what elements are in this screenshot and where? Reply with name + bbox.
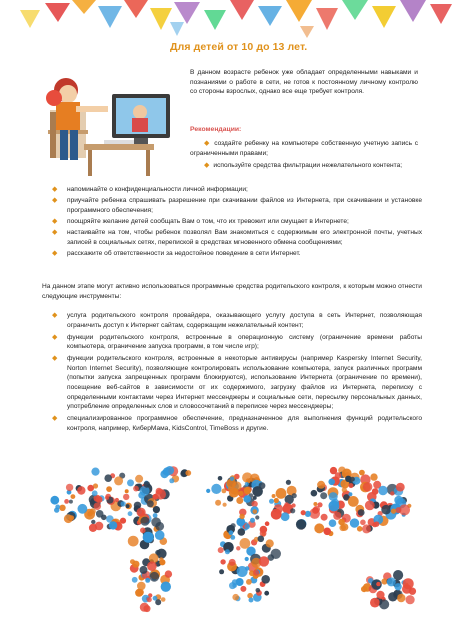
social-icon	[159, 557, 163, 561]
social-icon	[350, 518, 359, 527]
social-icon	[253, 509, 258, 514]
social-icon	[144, 481, 151, 488]
social-icon	[206, 489, 210, 493]
social-icon	[266, 539, 274, 547]
social-icon	[138, 589, 144, 595]
social-icon	[301, 510, 306, 515]
social-icon	[394, 583, 401, 590]
social-icon	[399, 504, 410, 515]
page-title: Для детей от 10 до 13 лет.	[170, 41, 308, 53]
social-icon	[123, 494, 129, 500]
social-icon	[290, 508, 295, 513]
social-icon	[255, 515, 259, 519]
list-item: ◆ используйте средства фильтрации нежелательного контента;	[204, 162, 403, 170]
social-icon	[321, 514, 328, 521]
social-icon	[77, 486, 85, 494]
social-icon	[218, 476, 223, 481]
social-icon	[132, 577, 138, 583]
social-icon	[220, 559, 225, 564]
social-icon	[218, 547, 224, 553]
social-icon	[274, 498, 279, 503]
social-icon	[237, 566, 248, 577]
social-icon	[232, 594, 239, 601]
social-icon	[211, 484, 221, 494]
social-icon	[128, 511, 133, 516]
social-icon	[91, 468, 99, 476]
social-icon	[388, 592, 397, 601]
social-icon	[185, 470, 191, 476]
social-icon	[87, 485, 94, 492]
social-icon	[265, 521, 270, 526]
social-icon	[374, 521, 379, 526]
social-icon	[376, 591, 384, 599]
social-icon	[381, 505, 391, 515]
list-item: ◆ настаивайте на том, чтобы ребенок позволял Вам знакомиться с содержимым его электронной почты, учетных записей в социальных сетях, перепиской в средствах мгновенного обмена сообщениями;	[52, 229, 422, 246]
social-icon	[149, 572, 159, 582]
social-icon	[292, 493, 297, 498]
social-icon	[370, 473, 377, 480]
social-icon	[215, 500, 221, 506]
diamond-bullet-icon: ◆	[52, 186, 58, 193]
social-icon	[165, 466, 174, 475]
social-icon	[338, 519, 345, 526]
social-icon	[106, 486, 112, 492]
social-icon	[153, 506, 160, 513]
recommendations-indented	[190, 139, 418, 174]
social-icon	[362, 524, 371, 533]
social-icon	[333, 512, 341, 520]
social-icon	[276, 488, 287, 499]
social-icon	[253, 496, 257, 500]
social-icon	[153, 513, 158, 518]
social-icon	[394, 496, 403, 505]
social-icon	[305, 511, 311, 517]
social-icon	[397, 594, 406, 603]
social-icon	[406, 595, 415, 604]
social-icon	[78, 504, 88, 514]
social-icon	[393, 570, 403, 580]
social-icon	[320, 492, 327, 499]
social-icon	[240, 586, 246, 592]
social-icon	[161, 597, 166, 602]
social-icon	[243, 495, 251, 503]
list-item: ◆ напоминайте о конфиденциальности личной информации;	[52, 186, 248, 193]
social-icon	[151, 517, 161, 527]
social-icon	[126, 504, 130, 508]
social-icon	[348, 492, 352, 496]
social-icon	[258, 536, 265, 543]
social-icon	[152, 494, 158, 500]
social-icon	[245, 557, 249, 561]
social-icon	[144, 605, 151, 612]
social-icon	[147, 500, 154, 507]
social-icon	[244, 487, 251, 494]
social-icon	[91, 520, 95, 524]
social-icon	[96, 510, 104, 518]
social-icon	[281, 512, 290, 521]
social-icon	[127, 479, 134, 486]
social-icon	[69, 500, 73, 504]
diamond-bullet-icon: ◆	[52, 197, 58, 205]
diamond-bullet-icon: ◆	[204, 162, 210, 170]
social-icon	[233, 490, 238, 495]
social-icon	[253, 570, 259, 576]
diamond-bullet-icon: ◆	[52, 249, 58, 257]
social-icon	[309, 508, 320, 519]
social-icon	[109, 521, 117, 529]
social-icon	[246, 579, 252, 585]
social-icon	[296, 519, 306, 529]
diamond-bullet-icon: ◆	[52, 229, 58, 237]
social-icon	[236, 497, 243, 504]
social-icon	[370, 598, 380, 608]
social-icon	[135, 475, 143, 483]
social-icon	[323, 528, 331, 536]
social-icon	[155, 530, 165, 540]
social-icon	[264, 591, 269, 596]
social-icon	[244, 524, 250, 530]
tools-list	[52, 311, 422, 436]
social-icon	[137, 582, 146, 591]
list-item: ◆ расскажите об ответственности за недостойное поведение в сети Интернет.	[52, 249, 301, 257]
list-item: ◆ услуга родительского контроля провайдера, оказывающего услугу доступа в сеть Интернет, позволяющая ограничить доступ к Интернет сайтам, содержащим нежелательный контент;	[52, 312, 422, 329]
social-icon	[236, 546, 240, 550]
social-icon	[169, 478, 174, 483]
intro-paragraph: В данном возрасте ребенок уже обладает определенными навыками и познаниями о работе в сети, не готов к постоянному личному контролю со стороны взрослых, однако все еще требует контроля.	[190, 69, 418, 96]
child-at-computer-illustration	[28, 60, 188, 178]
social-icon	[137, 508, 146, 517]
social-icon	[335, 472, 342, 479]
social-icon	[140, 566, 148, 574]
social-icon	[240, 538, 251, 549]
social-icon	[147, 597, 152, 602]
social-icon	[140, 528, 146, 534]
social-icon	[225, 549, 230, 554]
social-icon	[59, 505, 65, 511]
social-icon	[219, 569, 224, 574]
social-icon	[269, 499, 274, 504]
social-icon	[71, 494, 76, 499]
social-icon	[292, 503, 296, 507]
list-item: ◆ функции родительского контроля, встроенные в операционную систему (ограничение времени работы компьютера, ограничение запуска программ, в том числе игр);	[52, 333, 422, 351]
social-icon	[50, 496, 59, 505]
recommendations-heading: Рекомендации:	[190, 126, 242, 133]
social-icon	[230, 535, 235, 540]
list-item: ◆ функции родительского контроля, встроенные в некоторые антивирусы (например Kaspersky Internet Security, Norton Internet Security), позволяющие контролировать использование компьютера, запуск различных программ (попытки запуска запрещенных программ блокируются), использование Интернета (ограничение по времени), посещение веб-сайтов в зависимости от их содержимого, загрузку файлов из Интернета, переписку с определенными контактами через Интернет мессенджеры и социальные сети, пересылку персональных данных, употребление определенных слов и словосочетаний в переписке через мессенджеры;	[52, 355, 422, 411]
social-icon	[238, 528, 246, 536]
social-icon	[348, 496, 359, 507]
social-icon	[92, 490, 98, 496]
social-icon	[359, 470, 365, 476]
social-icon	[403, 578, 414, 589]
social-icon	[115, 498, 119, 502]
social-icon	[372, 488, 379, 495]
social-icon	[230, 477, 234, 481]
social-icon	[259, 556, 269, 566]
social-icon	[349, 483, 354, 488]
list-item: ◆ создайте ребенку на компьютере собственную учетную запись с ограниченными правами;	[190, 140, 418, 157]
social-icon	[245, 482, 249, 486]
social-icon	[329, 492, 338, 501]
social-icon	[317, 502, 322, 507]
social-icon	[358, 509, 365, 516]
social-icon	[357, 526, 363, 532]
diamond-bullet-icon: ◆	[52, 333, 58, 341]
social-icon	[365, 501, 375, 511]
diamond-bullet-icon: ◆	[52, 415, 58, 423]
social-icon	[161, 582, 171, 592]
social-icon	[132, 561, 139, 568]
tools-intro-paragraph: На данном этапе могут активно использоваться программные средства родительского контроля, к которым можно отнести следующие инструменты:	[42, 283, 422, 300]
social-icon	[229, 530, 234, 535]
social-icon	[379, 599, 389, 609]
social-icon	[255, 588, 260, 593]
social-icon	[128, 536, 139, 547]
social-icon	[311, 490, 318, 497]
social-icon	[271, 549, 281, 559]
social-icon	[363, 482, 373, 492]
social-icon	[329, 501, 340, 512]
diamond-bullet-icon: ◆	[204, 140, 211, 147]
social-icon	[261, 575, 270, 584]
social-icon	[259, 482, 266, 489]
social-icon	[272, 494, 276, 498]
social-icon	[69, 515, 74, 520]
social-icon	[89, 524, 97, 532]
diamond-bullet-icon: ◆	[52, 312, 58, 319]
social-icon	[147, 561, 157, 571]
diamond-bullet-icon: ◆	[52, 217, 58, 225]
social-icon	[329, 519, 337, 527]
social-icon	[143, 532, 154, 543]
social-icon	[55, 505, 60, 510]
social-icon	[94, 502, 102, 510]
triangle-banner	[0, 0, 452, 46]
social-icon	[133, 486, 139, 492]
social-icon	[229, 559, 236, 566]
diamond-bullet-icon: ◆	[52, 355, 58, 363]
social-icon	[232, 481, 241, 490]
social-icon	[313, 502, 317, 506]
list-item: ◆ специализированное программное обеспечение, предназначенное для выполнения функций родительского контроля, например, КиберМама, KidsControl, TimeBoss и другие.	[52, 415, 422, 432]
social-icon	[247, 593, 253, 599]
world-map-social-icons	[0, 462, 452, 643]
social-icon	[286, 480, 291, 485]
social-icon	[223, 503, 227, 507]
social-icon	[328, 479, 335, 486]
social-icon	[232, 579, 238, 585]
social-icon	[391, 509, 396, 514]
social-icon	[378, 486, 387, 495]
social-icon	[317, 481, 325, 489]
social-icon	[66, 484, 73, 491]
social-icon	[165, 570, 172, 577]
social-icon	[238, 491, 243, 496]
social-icon	[250, 518, 255, 523]
social-icon	[376, 582, 380, 586]
social-icon	[64, 499, 69, 504]
social-icon	[271, 509, 282, 520]
social-icon	[345, 476, 351, 482]
social-icon	[104, 474, 112, 482]
social-icon	[314, 523, 324, 533]
social-icon	[361, 586, 367, 592]
social-icon	[145, 578, 150, 583]
social-icon	[239, 514, 244, 519]
recommendations-list	[52, 185, 422, 260]
list-item: ◆ приучайте ребенка спрашивать разрешение при скачивании файлов из Интернета, при скачивании и установке программного обеспечения;	[52, 197, 422, 214]
list-item: ◆ поощряйте желание детей сообщать Вам о том, что их тревожит или смущает в Интернете;	[52, 217, 349, 225]
social-icon	[155, 599, 161, 605]
social-icon	[105, 496, 109, 500]
social-icon	[125, 489, 129, 493]
social-icon	[387, 577, 396, 586]
social-icon	[249, 598, 254, 603]
social-icon	[140, 517, 149, 526]
social-icon	[114, 476, 123, 485]
social-icon	[390, 491, 394, 495]
social-icon	[396, 483, 405, 492]
social-icon	[121, 501, 126, 506]
social-icon	[360, 520, 366, 526]
